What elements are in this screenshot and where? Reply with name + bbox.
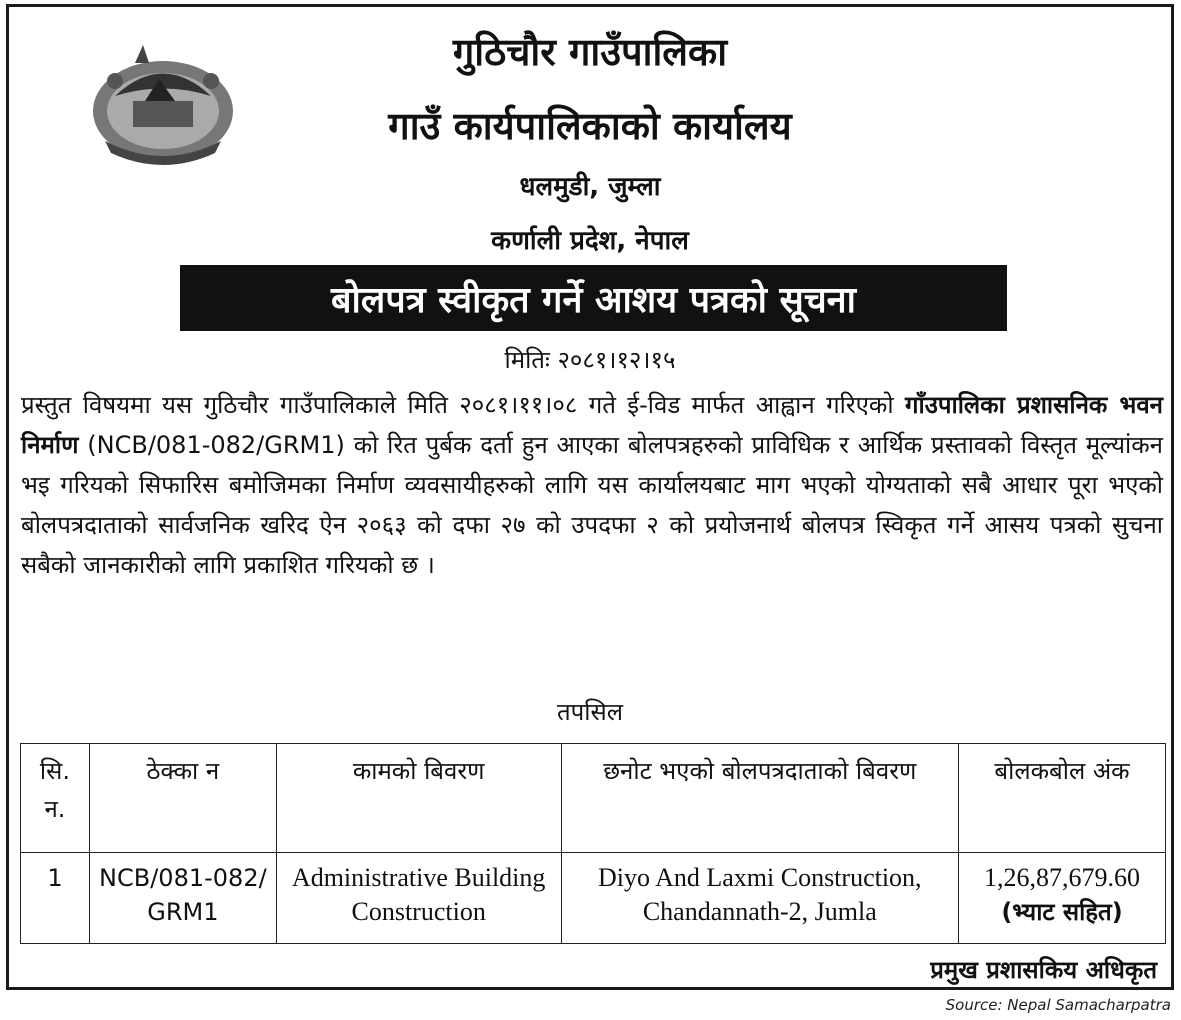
col-header-sn: सि. न. (21, 744, 90, 853)
project-name: गाँउपालिका प्रशासनिक भवन निर्माण (21, 391, 1163, 459)
col-header-work: कामको बिवरण (276, 744, 561, 853)
office-province: कर्णाली प्रदेश, नेपाल (491, 226, 689, 256)
award-table (20, 743, 1166, 944)
cell-work: Administrative Building Construction (276, 853, 561, 944)
table-row (21, 853, 1166, 944)
notice-title-banner: बोलपत्र स्वीकृत गर्ने आशय पत्रको सूचना (180, 265, 1007, 331)
signatory-title: प्रमुख प्रशासकिय अधिकृत (930, 956, 1157, 984)
table-header-row (21, 744, 1166, 853)
source-credit: Source: Nepal Samacharpatra (945, 996, 1171, 1014)
body-rest: (NCB/081-082/GRM1) को रित पुर्बक दर्ता हुन आएका बोलपत्रहरुको प्राविधिक र आर्थिक प्रस्तावको विस्तृत मूल्यांकन भइ गरियको सिफारिस बमोजिमका निर्माण व्यवसायीहरुको लागि यस कार्यालयबाट माग भएको योग्यताको सबै आधार पूरा भएको बोलपत्रदाताको सार्वजनिक खरिद ऐन २०६३ को दफा २७ को उपदफा २ को प्रयोजनार्थ बोलपत्र स्विकृत गर्ने आसय पत्रको सुचना सबैको जानकारीको लागि प्रकाशित गरियको छ । (21, 431, 1163, 579)
notice-date: मितिः २०८१।१२।१५ (504, 346, 676, 374)
office-name: गाउँ कार्यपालिकाको कार्यालय (388, 104, 792, 148)
body-intro: प्रस्तुत विषयमा यस गुठिचौर गाउँपालिकाले मिति २०८१।११।०८ गते ई-विड मार्फत आह्वान गरिएको (21, 391, 894, 419)
col-header-amount: बोलकबोल अंक (959, 744, 1166, 853)
cell-contract: NCB/081-082/ GRM1 (89, 853, 276, 944)
col-header-bidder: छनोट भएको बोलपत्रदाताको बिवरण (561, 744, 959, 853)
amount-vat-note: (भ्याट सहित) (1001, 898, 1123, 926)
tapsil-heading: तपसिल (556, 698, 624, 726)
notice-frame (6, 4, 1174, 990)
cell-bidder: Diyo And Laxmi Construction, Chandannath-2, Jumla (561, 853, 959, 944)
amount-value: 1,26,87,679.60 (984, 863, 1141, 892)
cell-sn: 1 (21, 853, 90, 944)
col-header-contract: ठेक्का न (89, 744, 276, 853)
notice-body (21, 385, 1163, 585)
municipality-name: गुठिचौर गाउँपालिका (452, 30, 728, 74)
cell-amount (959, 853, 1166, 944)
office-address: धलमुडी, जुम्ला (519, 172, 661, 202)
